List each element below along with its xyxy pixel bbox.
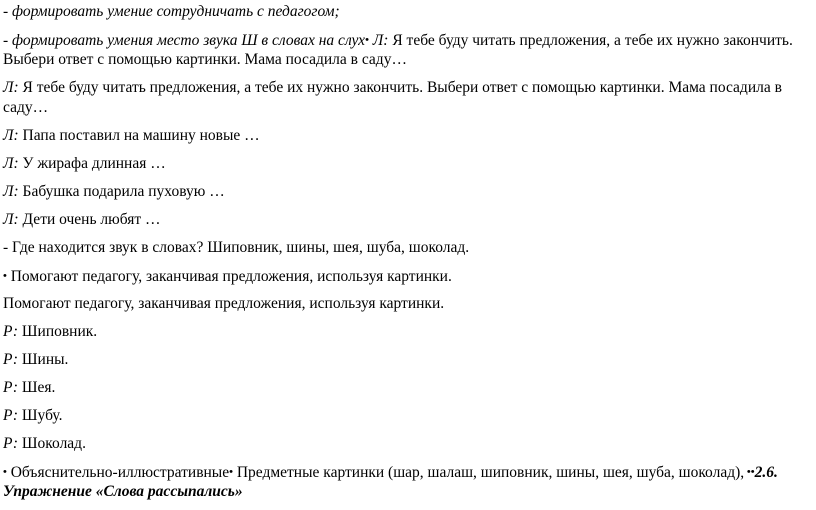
speaker-label: Р:: [3, 435, 19, 452]
text-line: Выбери ответ с помощью картинки. Мама посадила в саду…: [3, 51, 407, 68]
answer-line: Р: Шоколад.: [3, 435, 86, 452]
goal-line-sound: - формировать умения место звука Ш в словах на слух• Л: Я тебе буду читать предложения, а тебе их нужно закончить.: [3, 32, 793, 49]
question-line: - Где находится звук в словах? Шиповник, шины, шея, шуба, шоколад.: [3, 239, 470, 256]
speaker-line: Л: У жирафа длинная …: [3, 155, 166, 172]
bullet-icon: ••: [744, 466, 755, 478]
speaker-label: Л:: [3, 127, 19, 144]
bullet-icon: •: [365, 34, 369, 46]
answer-line: Р: Шубу.: [3, 407, 63, 424]
exercise-title: Упражнение «Слова рассыпались»: [3, 483, 243, 500]
answer-line: Р: Шея.: [3, 379, 56, 396]
speaker-label: Р:: [3, 407, 19, 424]
speaker-label: Л:: [368, 32, 389, 49]
text-line: Помогают педагогу, заканчивая предложения, используя картинки.: [3, 295, 445, 312]
section-number: 2.6.: [754, 464, 778, 481]
bullet-line: • Помогают педагогу, заканчивая предложения, используя картинки.: [3, 268, 452, 285]
answer-line: Р: Шины.: [3, 351, 69, 368]
speaker-label: Р:: [3, 379, 19, 396]
speaker-label: Л:: [3, 155, 19, 172]
answer-line: Р: Шиповник.: [3, 323, 98, 340]
bullet-icon: •: [229, 466, 233, 478]
bullet-icon: •: [3, 466, 7, 478]
text-line: саду…: [3, 99, 49, 116]
speaker-line: Л: Я тебе буду читать предложения, а тебе их нужно закончить. Выбери ответ с помощью картинки. Мама посадила в: [3, 79, 782, 96]
speaker-line: Л: Дети очень любят …: [3, 211, 161, 228]
speaker-label: Р:: [3, 351, 19, 368]
speaker-label: Р:: [3, 323, 19, 340]
speaker-line: Л: Папа поставил на машину новые …: [3, 127, 260, 144]
speaker-label: Л:: [3, 183, 19, 200]
speaker-label: Л:: [3, 79, 19, 96]
speaker-line: Л: Бабушка подарила пуховую …: [3, 183, 225, 200]
speaker-label: Л:: [3, 211, 19, 228]
methods-line: • Объяснительно-иллюстративные• Предметные картинки (шар, шалаш, шиповник, шины, шея, шуба, шоколад), ••2.6.: [3, 464, 778, 481]
goal-line-cooperate: - формировать умение сотрудничать с педагогом;: [3, 3, 340, 20]
bullet-icon: •: [3, 270, 7, 282]
